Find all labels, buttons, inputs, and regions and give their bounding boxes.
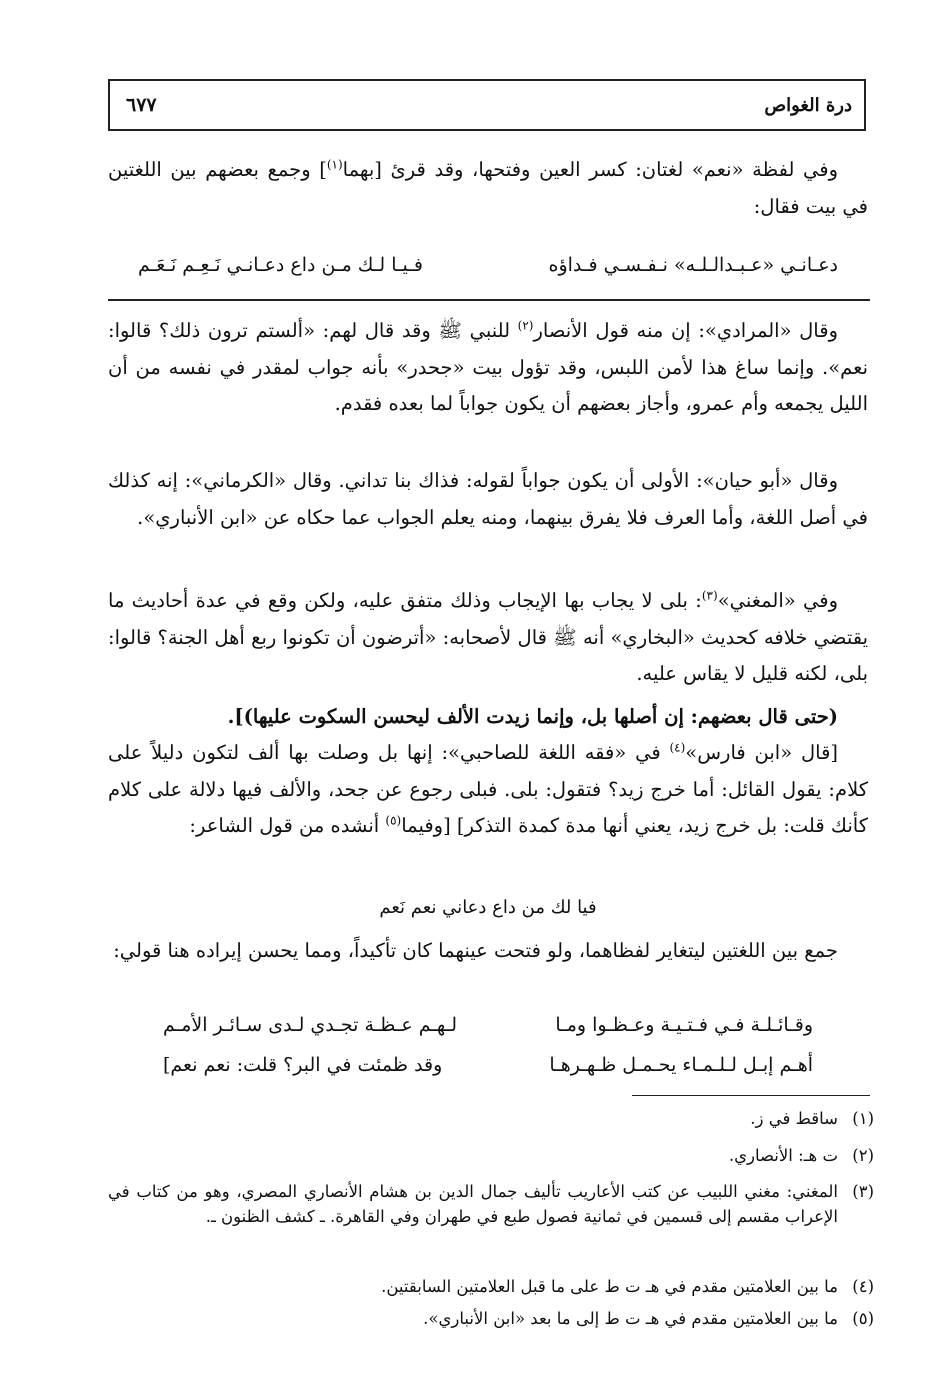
- verse-3-second-hemistich: وقد ظمئت في البر؟ قلت: نعم نعم]: [163, 1054, 443, 1076]
- verse-3: [108, 1054, 868, 1076]
- quoted-verse: فيا لك من داع دعاني نعم نَعم: [379, 897, 597, 918]
- paragraph-7: جمع بين اللغتين ليتغاير لفظاهما، ولو فتحت عينهما كان تأكيداً، ومما يحسن إيراده هنا قولي:: [113, 939, 838, 962]
- verse-1: [108, 254, 868, 276]
- paragraph-2: وقال «المرادي»: إن منه قول الأنصار$^{(٢)}$ للنبي ﷺ وقد قال لهم: «ألستم ترون ذلك؟ قالوا: نعم». وإنما ساغ هذا لأمن اللبس، وقد تؤول بيت «جحدر» بأنه جواب لمقدر في نفسه من أن الليل يجمعه وأم عمرو، وأجاز بعضهم أن يكون جواباً لما بعده فقدم.: [108, 318, 868, 415]
- verse-2-first-hemistich: وقـائـلـة فـي فـتـيـة وعـظـوا ومـا: [555, 1014, 813, 1036]
- page-number: ٦٧٧: [126, 94, 157, 116]
- page-header: [108, 79, 866, 131]
- running-title: درة الغواص: [764, 94, 852, 116]
- paragraph-5: (حتى قال بعضهم: إن أصلها بل، وإنما زيدت الألف ليحسن السكوت عليها)].: [227, 705, 838, 728]
- footnote-5: (٥) ما بين العلامتين مقدم في هـ ت ط إلى ما بعد «ابن الأنباري».: [423, 1309, 874, 1328]
- footnote-4: (٤) ما بين العلامتين مقدم في هـ ت ط على ما قبل العلامتين السابقتين.: [381, 1277, 874, 1296]
- verse-1-second-hemistich: فـيـا لـك مـن داع دعـانـي نَـعِـم نَـعَـم: [138, 254, 423, 276]
- verse-2: [108, 1014, 868, 1036]
- footnote-3: (٣) المغني: مغني اللبيب عن كتب الأعاريب تأليف جمال الدين بن هشام الأنصاري المصري، وهو من كتاب في الإعراب مقسم إلى قسمين في ثمانية فصول طبع في طهران وفي القاهرة. ـ كشف الظنون ـ.: [108, 1182, 874, 1226]
- footnote-1: (١) ساقط في ز.: [750, 1109, 874, 1128]
- verse-1-first-hemistich: دعـانـي «عـبـدالـلـه» نـفـسـي فـداؤه: [548, 254, 838, 276]
- paragraph-6: [قال «ابن فارس»$^{(٤)}$ في «فقه اللغة للصاحبي»: إنها بل وصلت بها ألف لتكون دليلاً على كلام: يقول القائل: أما خرج زيد؟ فتقول: بلى. فبلى رجوع عن جحد، والألف فيها دلالة على كلام كأنك قلت: بل خرج زيد، يعني أنها مدة كمدة التذكر] [وفيما$^{(٥)}$ أنشده من قول الشاعر:: [108, 740, 868, 837]
- footnote-divider: [632, 1095, 870, 1096]
- paragraph-1: وفي لفظة «نعم» لغتان: كسر العين وفتحها، وقد قرئ [بهما$^{(١)}$] وجمع بعضهم بين اللغتين في بيت فقال:: [108, 157, 868, 218]
- paragraph-4: وفي «المغني»$^{(٣)}$: بلى لا يجاب بها الإيجاب وذلك متفق عليه، ولكن وقع في عدة أحاديث ما يقتضي خلافه كحديث «البخاري» أنه ﷺ قال لأصحابه: «أترضون أن تكونوا ربع أهل الجنة؟ قالوا: بلى، لكنه قليل لا يقاس عليه.: [108, 588, 868, 685]
- footnote-2: (٢) ت هـ: الأنصاري.: [728, 1146, 874, 1165]
- verse-2-second-hemistich: لـهـم عـظـة تجـدي لـدى سـائـر الأمـم: [163, 1014, 458, 1036]
- section-divider: [108, 299, 870, 301]
- verse-3-first-hemistich: أهـم إبـل لـلـمـاء يحـمـل ظـهـرهـا: [549, 1054, 813, 1076]
- paragraph-3: وقال «أبو حيان»: الأولى أن يكون جواباً لقوله: فذاك بنا تداني. وقال «الكرماني»: إنه كذلك في أصل اللغة، وأما العرف فلا يفرق بينهما، ومنه يعلم الجواب عما حكاه عن «ابن الأنباري».: [108, 469, 868, 529]
